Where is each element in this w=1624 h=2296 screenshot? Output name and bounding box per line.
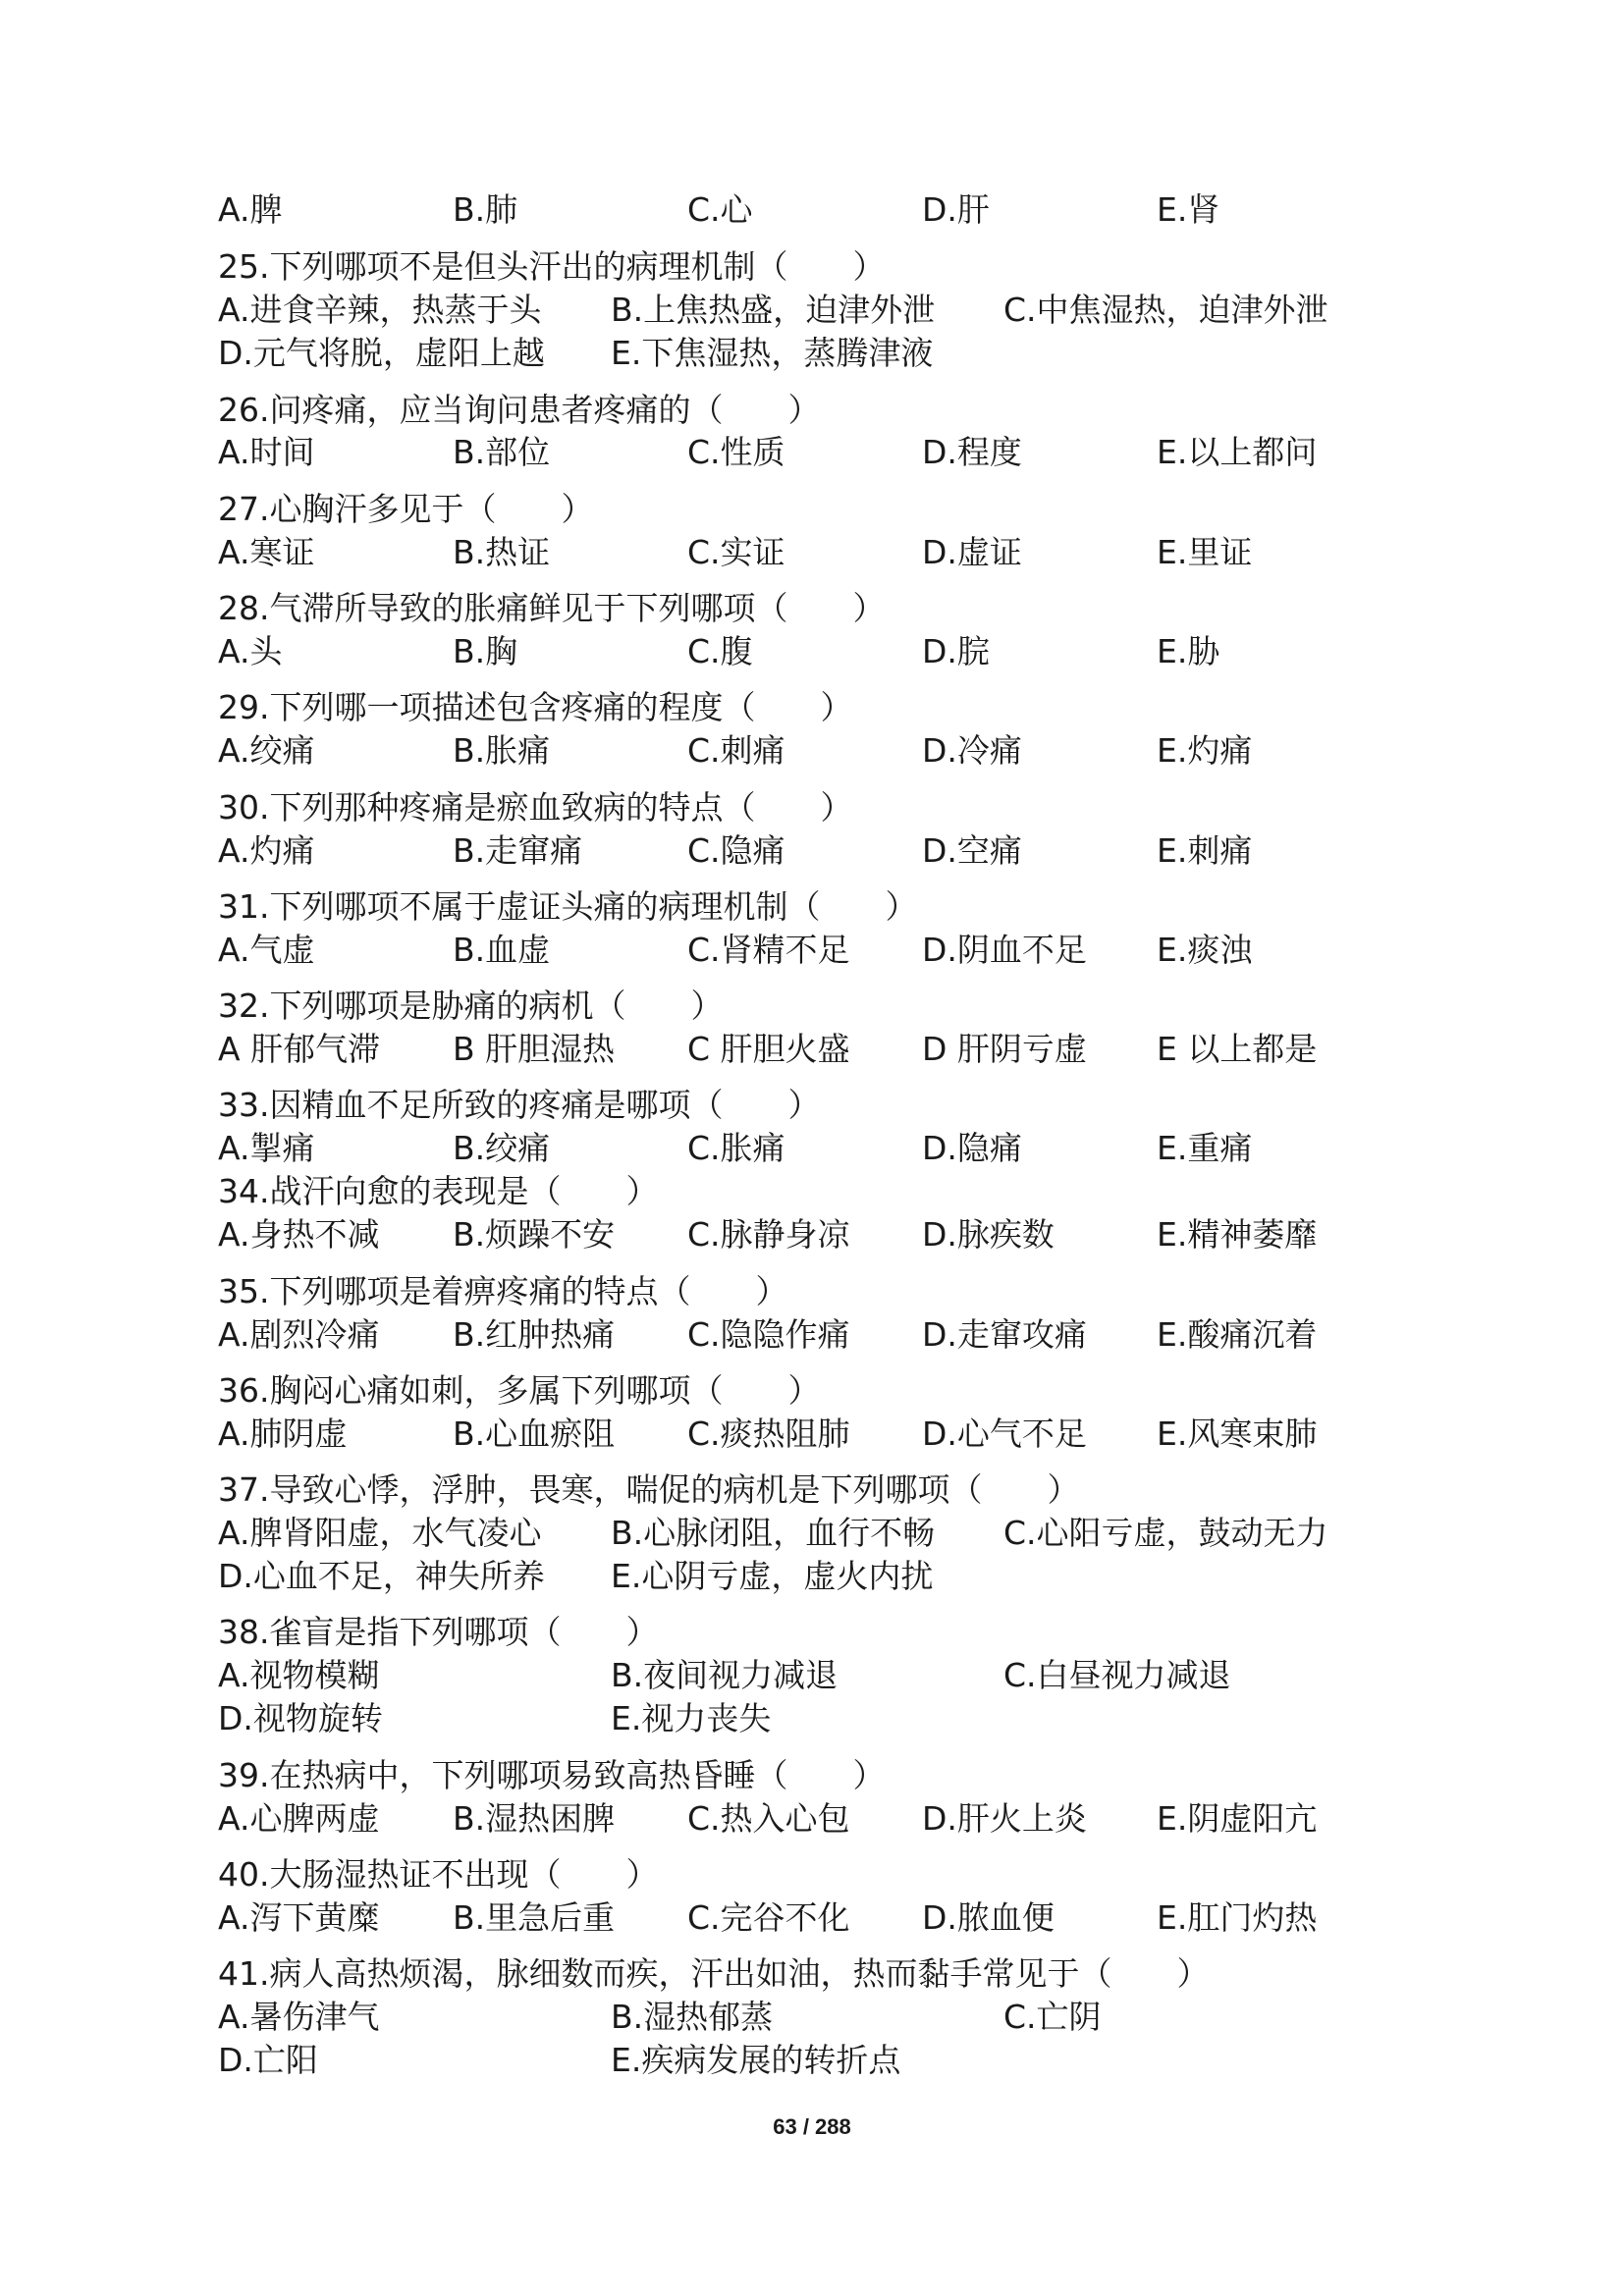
question-stem: 38.雀盲是指下列哪项（ ） [218, 1613, 659, 1651]
option-c: C.实证 [687, 533, 785, 571]
option-e: E.胁 [1157, 632, 1220, 670]
option-d: D.心气不足 [922, 1415, 1087, 1453]
option-e: E.视力丧失 [611, 1699, 772, 1737]
option-e: E.精神萎靡 [1157, 1215, 1318, 1254]
question-stem: 40.大肠湿热证不出现（ ） [218, 1855, 659, 1894]
option-e: E.刺痛 [1157, 831, 1253, 870]
option-b: B.部位 [453, 433, 551, 471]
question-stem: 39.在热病中，下列哪项易致高热昏睡（ ） [218, 1756, 886, 1794]
option-a: A.灼痛 [218, 831, 315, 870]
option-a: A.头 [218, 632, 283, 670]
question-stem: 34.战汗向愈的表现是（ ） [218, 1172, 659, 1210]
option-d: D.视物旋转 [218, 1699, 383, 1737]
option-d: D.程度 [922, 433, 1022, 471]
question-stem: 26.问疼痛，应当询问患者疼痛的（ ） [218, 391, 821, 429]
question-stem: 29.下列哪一项描述包含疼痛的程度（ ） [218, 688, 853, 726]
option-b: B.胀痛 [453, 731, 551, 770]
option-c: C.性质 [687, 433, 785, 471]
option-a: A.剧烈冷痛 [218, 1315, 380, 1354]
option-c: C.腹 [687, 632, 753, 670]
option-c: C.心阳亏虚，鼓动无力 [1003, 1514, 1328, 1552]
option-a: A.掣痛 [218, 1129, 315, 1167]
lead-option-b: B.肺 [453, 190, 518, 229]
option-c: C.痰热阻肺 [687, 1415, 850, 1453]
lead-option-a: A.脾 [218, 190, 283, 229]
question-stem: 28.气滞所导致的胀痛鲜见于下列哪项（ ） [218, 589, 886, 627]
option-a: A.脾肾阳虚，水气凌心 [218, 1514, 542, 1552]
question-stem: 31.下列哪项不属于虚证头痛的病理机制（ ） [218, 887, 918, 926]
option-d: D.空痛 [922, 831, 1022, 870]
question-stem: 33.因精血不足所致的疼痛是哪项（ ） [218, 1086, 821, 1124]
option-a: A.泻下黄糜 [218, 1898, 380, 1937]
option-d: D.元气将脱，虚阳上越 [218, 334, 545, 372]
option-a: A.暑伤津气 [218, 1998, 380, 2036]
option-a: A 肝郁气滞 [218, 1030, 381, 1068]
option-b: B.走窜痛 [453, 831, 583, 870]
option-c: C.隐痛 [687, 831, 785, 870]
option-a: A.进食辛辣，热蒸于头 [218, 291, 542, 329]
question-stem: 30.下列那种疼痛是瘀血致病的特点（ ） [218, 788, 853, 827]
option-e: E.肛门灼热 [1157, 1898, 1318, 1937]
option-a: A.气虚 [218, 931, 315, 969]
option-e: E 以上都是 [1157, 1030, 1318, 1068]
option-d: D.冷痛 [922, 731, 1022, 770]
option-b: B.烦躁不安 [453, 1215, 616, 1254]
question-stem: 27.心胸汗多见于（ ） [218, 490, 594, 528]
option-b: B.湿热困脾 [453, 1799, 616, 1838]
option-c: C 肝胆火盛 [687, 1030, 850, 1068]
option-b: B.湿热郁蒸 [611, 1998, 774, 2036]
option-a: A.身热不减 [218, 1215, 380, 1254]
option-b: B.心血瘀阻 [453, 1415, 616, 1453]
option-b: B.热证 [453, 533, 551, 571]
option-b: B.血虚 [453, 931, 551, 969]
option-c: C.刺痛 [687, 731, 785, 770]
option-b: B.心脉闭阻，血行不畅 [611, 1514, 936, 1552]
option-c: C.白昼视力减退 [1003, 1656, 1231, 1694]
page-number: 63 / 288 [773, 2114, 851, 2139]
option-e: E.酸痛沉着 [1157, 1315, 1318, 1354]
option-d: D.隐痛 [922, 1129, 1022, 1167]
question-stem: 41.病人高热烦渴，脉细数而疾，汗出如油，热而黏手常见于（ ） [218, 1954, 1210, 1993]
option-b: B.绞痛 [453, 1129, 551, 1167]
question-stem: 37.导致心悸，浮肿，畏寒，喘促的病机是下列哪项（ ） [218, 1470, 1080, 1509]
option-a: A.寒证 [218, 533, 315, 571]
lead-option-e: E.肾 [1157, 190, 1220, 229]
option-e: E.灼痛 [1157, 731, 1253, 770]
option-e: E.里证 [1157, 533, 1253, 571]
lead-option-d: D.肝 [922, 190, 990, 229]
option-e: E.下焦湿热，蒸腾津液 [611, 334, 934, 372]
option-a: A.绞痛 [218, 731, 315, 770]
option-d: D.肝火上炎 [922, 1799, 1087, 1838]
option-d: D 肝阴亏虚 [922, 1030, 1087, 1068]
option-c: C.隐隐作痛 [687, 1315, 850, 1354]
option-e: E.风寒束肺 [1157, 1415, 1318, 1453]
option-d: D.阴血不足 [922, 931, 1087, 969]
option-d: D.走窜攻痛 [922, 1315, 1087, 1354]
option-e: E.重痛 [1157, 1129, 1253, 1167]
option-b: B.里急后重 [453, 1898, 616, 1937]
question-stem: 25.下列哪项不是但头汗出的病理机制（ ） [218, 247, 886, 286]
option-a: A.肺阴虚 [218, 1415, 348, 1453]
question-stem: 36.胸闷心痛如刺，多属下列哪项（ ） [218, 1371, 821, 1410]
option-b: B 肝胆湿热 [453, 1030, 616, 1068]
option-b: B.夜间视力减退 [611, 1656, 839, 1694]
option-c: C.脉静身凉 [687, 1215, 850, 1254]
option-d: D.心血不足，神失所养 [218, 1557, 545, 1595]
option-a: A.时间 [218, 433, 315, 471]
lead-option-c: C.心 [687, 190, 753, 229]
option-c: C.热入心包 [687, 1799, 850, 1838]
question-stem: 32.下列哪项是胁痛的病机（ ） [218, 987, 724, 1025]
option-d: D.虚证 [922, 533, 1022, 571]
option-e: E.阴虚阳亢 [1157, 1799, 1318, 1838]
option-a: A.心脾两虚 [218, 1799, 380, 1838]
option-d: D.亡阳 [218, 2041, 318, 2079]
option-c: C.中焦湿热，迫津外泄 [1003, 291, 1328, 329]
option-c: C.肾精不足 [687, 931, 850, 969]
option-b: B.红肿热痛 [453, 1315, 616, 1354]
option-c: C.胀痛 [687, 1129, 785, 1167]
option-c: C.完谷不化 [687, 1898, 850, 1937]
option-e: E.疾病发展的转折点 [611, 2041, 901, 2079]
option-c: C.亡阴 [1003, 1998, 1102, 2036]
option-e: E.心阴亏虚，虚火内扰 [611, 1557, 934, 1595]
option-b: B.上焦热盛，迫津外泄 [611, 291, 936, 329]
question-stem: 35.下列哪项是着痹疼痛的特点（ ） [218, 1272, 788, 1310]
option-e: E.痰浊 [1157, 931, 1253, 969]
option-d: D.脉疾数 [922, 1215, 1055, 1254]
option-e: E.以上都问 [1157, 433, 1318, 471]
option-a: A.视物模糊 [218, 1656, 380, 1694]
option-d: D.脓血便 [922, 1898, 1055, 1937]
option-d: D.脘 [922, 632, 990, 670]
option-b: B.胸 [453, 632, 518, 670]
